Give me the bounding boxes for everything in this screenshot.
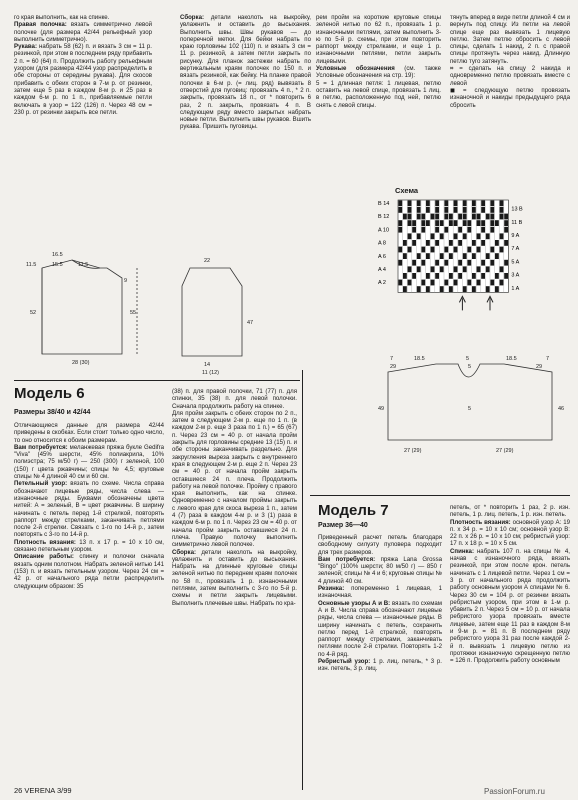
schema-right-label: 11 B	[511, 219, 523, 226]
pattern-diagram-model5	[12, 244, 297, 380]
schema-cell	[431, 214, 435, 220]
schema-cell	[481, 200, 485, 206]
schema-cell	[500, 214, 504, 220]
schema-cell	[472, 286, 476, 292]
p2-t4: 7	[546, 356, 550, 362]
schema-cell	[398, 260, 402, 266]
p2-m0: 29	[390, 364, 397, 370]
schema-cell	[417, 200, 421, 206]
paragraph-text: Для пройм закрыть с обеих сторон по 2 п., затем в следующем 2-м р. еще по 1 п. (в каждом 2-м р. еще 3 раза по 1 п.) = 65 (67) п. Через 23 см = 40 р. от начала пройм закрыть для горловины средние 13 (15) п. и обе стороны заканчивать раздельно. Для закругления выреза закрыть с внутреннего края в следующем 2-м р. еще 2 п. Через 23 см = 40 р. от начала пройм закрыть оставшиеся 24 п. плеча. Продолжить работу на левой полочке. Пройму с правого края выполнить, как на спинке. Одновременно с началом проймы закрыть с левого края для скоса выреза 1 п., затем 4 (7) раза в каждом 4-м р. и 3 (1) раза в каждом 6-м р. по 1 п. Через 23 см = 40 р. от начала пройм закрыть оставшиеся 24 п. плеча. Правую полочку выполнить симметрично левой полочке.	[172, 409, 297, 549]
schema-cell	[444, 227, 448, 233]
p1-side: 55	[130, 310, 137, 316]
schema-cell	[463, 233, 467, 239]
paragraph	[450, 548, 570, 665]
schema-cell	[426, 240, 430, 246]
schema-cell	[467, 260, 471, 266]
paragraph	[14, 43, 152, 116]
schema-cell	[435, 200, 439, 206]
paragraph-text: основной узор А: 19 п. x 34 р. = 10 x 10 см; основной узор В: 22 п. x 26 р. = 10 x 10 см; ребристый узор: 17 п. x 18 р. = 10 x 5 см.	[450, 518, 570, 548]
p2-t2: 5	[466, 356, 470, 362]
paragraph-heading: Сборка:	[180, 14, 204, 21]
paragraph	[14, 553, 164, 589]
col1-top-text	[14, 14, 152, 234]
schema-cell	[481, 220, 485, 226]
schema-cell	[398, 200, 402, 206]
p1-sleeve-bottom: 14	[204, 362, 211, 368]
schema-cell	[481, 260, 485, 266]
schema-cell	[495, 286, 499, 292]
schema-cell	[463, 200, 467, 206]
schema-cell	[463, 214, 467, 220]
schema-cell	[454, 200, 458, 206]
schema-cell	[472, 207, 476, 213]
schema-cell	[426, 253, 430, 259]
paragraph	[172, 549, 297, 607]
schema-cell	[486, 233, 490, 239]
paragraph	[318, 556, 442, 585]
schema-cell	[403, 240, 407, 246]
paragraph	[450, 519, 570, 548]
paragraph	[316, 65, 441, 80]
p2-center: 5	[468, 406, 472, 412]
schema-cell	[403, 253, 407, 259]
schema-cell	[486, 266, 490, 272]
paragraph-heading: Плотность вязания:	[450, 518, 511, 526]
schema-left-label: A 8	[378, 240, 386, 247]
schema-right-label: 7 A	[511, 246, 520, 253]
model6-title: Модель 6	[14, 385, 85, 402]
model7-col1	[318, 534, 442, 784]
schema-cell	[490, 200, 494, 206]
schema-repeat-arrow	[459, 296, 465, 310]
col3-top-text	[316, 14, 441, 184]
schema-cell	[449, 286, 453, 292]
schema-cell	[431, 266, 435, 272]
paragraph	[318, 600, 442, 658]
paragraph-heading: Спинка:	[450, 547, 474, 555]
schema-cell	[421, 260, 425, 266]
paragraph-text: вязать симметрично левой полочке (для размера 42/44 рельефный узор выполнить симметрично).	[14, 21, 152, 43]
schema-cell	[440, 286, 444, 292]
schema-left-label: B 14	[378, 201, 390, 207]
schema-cell	[408, 220, 412, 226]
schema-cell	[398, 207, 402, 213]
paragraph	[180, 14, 311, 131]
schema-cell	[435, 220, 439, 226]
paragraph-text: набрать 107 п. на спицы № 4, начав с изнаночного ряда, вязать резинкой, при этом после крон. петель начинать с 1 лицевой петли. Через 1 см = 3 р. от начального ряда продолжить работу основным узором А спицами № 6. Через 30 см = 104 р. от резинки вязать ребристым узором, при этом в 1-м р. убавить 2 п. Через 5 см = 10 р. от начала ребристого узора провязать вместе лицевые, затем еще 11 раз в каждом 8-м и 9-м р. = 81 п. В последнем ряду ребристого узора 31 раз после каждой 2-й п. вывязать 1 лицевую петлю из протяжки изнаночную скрещенную петлю = 126 п. Продолжить работу основным	[450, 547, 570, 665]
paragraph-heading: Резинка:	[318, 585, 345, 593]
page-footer: 26 VERENA 3/99	[14, 786, 72, 795]
schema-cell	[481, 207, 485, 213]
schema-left-label: A 4	[378, 267, 386, 273]
schema-cell	[417, 214, 421, 220]
p2-m2: 29	[536, 364, 543, 370]
p1-top: 16.5	[52, 252, 63, 258]
schema-cell	[408, 214, 412, 220]
p1-sleeve-w: 11 (12)	[202, 370, 220, 376]
schema-cell	[504, 227, 508, 233]
model7-title: Модель 7	[318, 502, 389, 519]
schema-cell	[458, 214, 462, 220]
paragraph	[450, 87, 570, 109]
schema-left-label: A 2	[378, 280, 386, 287]
schema-cell	[477, 280, 481, 286]
p1-sleeve-h: 47	[247, 320, 254, 326]
schema-cell	[472, 200, 476, 206]
vertical-divider	[302, 370, 303, 790]
schema-cell	[440, 233, 444, 239]
p2-rh: 46	[558, 406, 565, 412]
schema-right-label: 9 A	[511, 233, 520, 239]
schema-cell	[454, 280, 458, 286]
col4-top-text	[450, 14, 570, 184]
schema-cell	[408, 280, 412, 286]
schema-cell	[481, 240, 485, 246]
schema-cell	[486, 253, 490, 259]
schema-cell	[490, 227, 494, 233]
schema-cell	[435, 227, 439, 233]
p2-b0: 27 (29)	[404, 448, 422, 454]
schema-cell	[412, 220, 416, 226]
schema-cell	[463, 253, 467, 259]
schema-cell	[467, 247, 471, 253]
schema-cell	[426, 207, 430, 213]
schema-cell	[403, 273, 407, 279]
schema-right-label: 13 B	[511, 206, 523, 213]
p1-sleeve-top: 22	[204, 258, 211, 264]
schema-cell	[490, 247, 494, 253]
paragraph	[318, 534, 442, 556]
schema-cell	[417, 233, 421, 239]
schema-cell	[458, 227, 462, 233]
schema-cell	[426, 200, 430, 206]
paragraph-heading: Вам потребуется:	[14, 443, 68, 451]
schema-cell	[444, 207, 448, 213]
schema-cell	[435, 273, 439, 279]
schema-cell	[495, 240, 499, 246]
schema-cell	[490, 260, 494, 266]
p1-armhole: 9	[124, 278, 128, 284]
p2-lh: 49	[378, 406, 385, 412]
schema-cell	[454, 207, 458, 213]
schema-cell	[412, 227, 416, 233]
paragraph	[316, 14, 441, 65]
paragraph-text: 5 = 1 длинная петля: 1 лицевая, петлю оставить на левой спице, провязать 1 лиц. в петлю, расположенную под ней, петлю снять с левой спицы.	[316, 79, 441, 109]
schema-cell	[417, 207, 421, 213]
schema-cell	[458, 260, 462, 266]
paragraph-text: вязать по схеме. Числа справа обозначают лицевые ряды, числа слева — изнаночные ряды. Буквами обозначены цвета нитей: А = зеленый, В = цвет ржавчины. В ширину начинать с петель перед 1-й стрелкой, повторять раппорт между стрелками, заканчивать петлями после 2-й стрелки. Связать с 1-го по 14-й р., затем повторять с 3-го по 14-й р.	[14, 480, 164, 539]
paragraph	[172, 410, 297, 549]
p1-tp0: 11.5	[26, 262, 37, 268]
schema-cell	[454, 247, 458, 253]
schema-cell	[458, 240, 462, 246]
schema-cell	[504, 214, 508, 220]
schema-left-label: B 12	[378, 214, 390, 221]
schema-cell	[426, 286, 430, 292]
p2-m1: 5	[468, 364, 472, 370]
model6-top-rule	[14, 380, 300, 381]
paragraph	[14, 422, 164, 444]
paragraph-heading: Вам потребуется:	[318, 555, 376, 563]
model7-sizes: Размер 36—40	[318, 522, 368, 529]
paragraph-heading: Ребристый узор:	[318, 658, 371, 666]
paragraph-heading: Описание работы:	[14, 553, 74, 561]
p1-bottom: 28 (30)	[72, 360, 90, 366]
paragraph-text: меланжевая пряжа букле Gedifra "Viva" (45% шерсти, 45% полиакрила, 10% полиэстра; 75 м/50 г) — 250 (300) г зеленой, 100 (150) г цвета ржавчины; спицы № 4,5; круговые спицы № 4 длиной 40 см и 60 см.	[14, 443, 164, 481]
paragraph-text: тянуть вперед в виде петли длиной 4 см и вернуть под спицу. Из петли на левой спице еще раз вывязать 1 лицевую петлю. Затем петлю обросить с левой спицы, сделать 1 накид, 2 п. с правой спицы протянуть через накид. Длинную петлю туго затянуть.	[450, 14, 570, 65]
knitting-schema-chart	[376, 196, 566, 336]
p2-t0: 7	[390, 356, 394, 362]
schema-cell	[435, 207, 439, 213]
schema-cell	[431, 233, 435, 239]
paragraph-text: (38) п. для правой полочки, 71 (77) п. для спинки, 35 (38) п. для левой полочки. Сначала продолжить работу на спинке.	[172, 388, 297, 410]
paragraph-text: ⌗ = сделать на спицу 2 накида и одновременно петлю провязать вместе с левой	[450, 65, 570, 87]
schema-cell	[398, 247, 402, 253]
schema-cell	[463, 286, 467, 292]
paragraph-heading: Петельный узор:	[14, 480, 68, 488]
schema-cell	[403, 286, 407, 292]
paragraph-text: спинку и полочки сначала вязать одним полотном. Набрать зеленой нитью 141 (153) п. и вязать петельным узором. Через 24 см = 42 р. от начального ряда петли распределить следующим образом: 35	[14, 553, 164, 590]
schema-cell	[472, 240, 476, 246]
paragraph-text: ◼ = следующую петлю провязать изнаночной и накиды предыдущего ряда сбросить	[450, 86, 570, 109]
schema-cell	[477, 247, 481, 253]
paragraph-text: Отличающиеся данные для размера 42/44 приведены в скобках. Если стоит только одно число, то оно относится к обоим размерам.	[14, 422, 164, 444]
schema-cell	[495, 253, 499, 259]
schema-cell	[477, 233, 481, 239]
schema-cell	[449, 220, 453, 226]
paragraph	[318, 585, 442, 600]
schema-cell	[421, 227, 425, 233]
schema-cell	[504, 260, 508, 266]
paragraph-text: 13 п. x 17 р. = 10 x 10 см, связано петельным узором.	[14, 538, 164, 554]
schema-cell	[435, 214, 439, 220]
schema-cell	[408, 233, 412, 239]
schema-cell	[490, 280, 494, 286]
schema-cell	[426, 220, 430, 226]
p1-height: 52	[30, 310, 37, 316]
schema-cell	[435, 260, 439, 266]
schema-cell	[500, 233, 504, 239]
schema-cell	[398, 280, 402, 286]
paragraph	[450, 65, 570, 87]
paragraph-heading: Условные обозначения	[316, 65, 395, 73]
schema-cell	[417, 286, 421, 292]
model7-top-rule	[310, 495, 570, 496]
schema-cell	[408, 207, 412, 213]
schema-cell	[426, 273, 430, 279]
schema-cell	[431, 280, 435, 286]
schema-cell	[500, 266, 504, 272]
schema-cell	[444, 200, 448, 206]
paragraph-heading: Рукава:	[14, 43, 37, 51]
schema-cell	[408, 266, 412, 272]
paragraph	[450, 14, 570, 65]
paragraph	[450, 504, 570, 519]
schema-cell	[412, 240, 416, 246]
paragraph-text: набрать 58 (62) п. и вязать 3 см = 11 р. резинкой, при этом в последнем ряду прибавить 2 п. = 60 (64) п. Продолжить работу рельефным узором (для размера 42/44 узор распределить в обе стороны от середины рукава). Для скосов прибавить с обеих сторон в 7-м р. от резинки, затем еще 5 раз в каждом 8-м р. и 25 раз в каждом 6-м р. по 1 п., прибавляемые петли включать в узор = 122 (126) п. Через 48 см = 230 р. от резинки закрыть все петли.	[14, 43, 152, 116]
schema-cell	[408, 200, 412, 206]
schema-cell	[454, 233, 458, 239]
schema-cell	[444, 280, 448, 286]
schema-cell	[500, 247, 504, 253]
schema-cell	[463, 207, 467, 213]
model7-col2	[450, 504, 570, 784]
schema-cell	[444, 260, 448, 266]
schema-cell	[467, 280, 471, 286]
schema-cell	[472, 253, 476, 259]
schema-cell	[417, 253, 421, 259]
paragraph-heading: Сборка:	[172, 548, 196, 556]
schema-cell	[486, 214, 490, 220]
paragraph-text: пряжа Lana Grossa "Bingo" (100% шерсти; 80 м/50 г) — 850 г зеленой; спицы № 4 и 6; круговые спицы № 4 длиной 40 см.	[318, 555, 442, 585]
schema-cell	[486, 286, 490, 292]
schema-cell	[449, 214, 453, 220]
schema-cell	[398, 220, 402, 226]
schema-cell	[504, 273, 508, 279]
schema-cell	[421, 220, 425, 226]
schema-cell	[500, 207, 504, 213]
p2-t1: 18.5	[414, 356, 425, 362]
schema-left-label: A 10	[378, 227, 390, 234]
schema-cell	[412, 273, 416, 279]
paragraph	[316, 80, 441, 109]
paragraph-text: Приведенный расчет петель благодаря свободному силуэту пуловера подходит для трех размеров.	[318, 534, 442, 556]
schema-cell	[398, 227, 402, 233]
paragraph-heading: Основные узоры А и В:	[318, 599, 391, 607]
watermark: PassionForum.ru	[484, 787, 545, 796]
schema-cell	[490, 220, 494, 226]
schema-cell	[444, 214, 448, 220]
schema-cell	[500, 200, 504, 206]
pattern-diagram-model7	[376, 350, 572, 460]
paragraph	[14, 444, 164, 480]
schema-cell	[440, 253, 444, 259]
paragraph-text: детали наколоть на выкройку, увлажнить и оставить до высыхания. Выполнить швы. Швы рукавов — до поперечной метки. Для бейки набрать по краю горловины 102 (110) п. и вязать 3 см = 11 р. резинкой, а затем петли закрыть по рисунку. Для планок застежки набрать по вертикальным краям полочек по 150 п. и вязать резинкой, как бейку. На планке правой полочки в 6-м р. (= лиц. ряд) вывязать 8 отверстий для пуговиц: провязать 4 п., * 2 п. закрыть, провязать 18 п., от * повторить 6 раз, 2 п. закрыть, провязать 4 п. В следующем ряду вместо закрытых набрать новые петли. Выполнить швы рукавов. Вшить рукава. Пришить пуговицы.	[180, 14, 311, 131]
paragraph-text: (см. также Условные обозначения на стр. 19):	[316, 65, 441, 80]
paragraph	[14, 480, 164, 538]
p1-tp2: 11.5	[78, 262, 89, 268]
schema-cell	[449, 240, 453, 246]
schema-cell	[449, 273, 453, 279]
schema-cell	[477, 220, 481, 226]
schema-cell	[421, 214, 425, 220]
paragraph-text: 1 р. лиц. петель, * 3 р. изн. петель, 3 р. лиц.	[318, 658, 442, 673]
schema-cell	[477, 214, 481, 220]
schema-cell	[467, 220, 471, 226]
schema-cell	[481, 273, 485, 279]
schema-cell	[454, 220, 458, 226]
paragraph-text: рем пройм на короткие круговые спицы зеленой нитью по 62 п., провязать 1 р. изнаночными петлями, затем выполнить 3-ю по 5-й р. схемы, при этом повторить раппорт между стрелками, и еще 1 р. изнаночными петлями, петли закрыть лицевыми.	[316, 14, 441, 65]
schema-cell	[504, 240, 508, 246]
paragraph-text: попеременно 1 лицевая, 1 изнаночная.	[318, 585, 442, 600]
schema-cell	[463, 220, 467, 226]
model6-sizes: Размеры 38/40 и 42/44	[14, 409, 91, 416]
schema-repeat-arrow	[487, 296, 493, 310]
paragraph-text: вязать по схемам А и В. Числа справа обозначают лицевые ряды, числа слева — изнаночные ряды. В ширину начинать с петель, сохранить петлю перед 1-й стрелкой, повторять раппорт между стрелками, заканчивать петлями после 2-й стрелки. Повторять 1-2 по 4-й ряд.	[318, 599, 442, 658]
schema-cell	[408, 247, 412, 253]
p2-b1: 27 (29)	[496, 448, 514, 454]
paragraph	[14, 539, 164, 554]
schema-cell	[500, 280, 504, 286]
model6-col2	[172, 388, 297, 784]
schema-cell	[463, 266, 467, 272]
schema-cell	[481, 227, 485, 233]
schema-cell	[435, 240, 439, 246]
paragraph-text: петель, от * повторить 1 раз, 2 р. изн. петель, 1 р. лиц. петель, 1 р. изн. петель.	[450, 504, 570, 519]
schema-cell	[458, 273, 462, 279]
schema-cell	[504, 220, 508, 226]
schema-cell	[440, 266, 444, 272]
paragraph-heading: Правая полочка:	[14, 21, 67, 29]
schema-cell	[421, 280, 425, 286]
schema-right-label: 5 A	[511, 259, 520, 266]
schema-cell	[449, 253, 453, 259]
schema-right-label: 1 A	[511, 285, 520, 292]
schema-cell	[440, 220, 444, 226]
schema-cell	[431, 247, 435, 253]
paragraph	[14, 14, 152, 21]
model6-col1	[14, 422, 164, 774]
schema-cell	[454, 266, 458, 272]
paragraph-text: детали наколоть на выкройку, увлажнить и оставить до высыхания. Набрать на длинные круговые спицы зеленой нитью по переднем краям полочек по 58 п., провязать 1 р. изнаночными петлями, затем выполнить с 3-го по 5-й р. схемы и петли закрыть лицевыми. Выполнить плечевые швы. Набрать по кра-	[172, 548, 297, 607]
paragraph	[172, 388, 297, 410]
p1-tp1: 15.5	[52, 262, 63, 268]
schema-cell	[495, 273, 499, 279]
schema-cell	[417, 266, 421, 272]
schema-cell	[490, 207, 494, 213]
paragraph-heading: Плотность вязания:	[14, 538, 76, 546]
schema-cell	[421, 247, 425, 253]
schema-title: Схема	[395, 186, 419, 195]
schema-right-label: 3 A	[511, 272, 520, 279]
paragraph	[14, 21, 152, 43]
schema-cell	[444, 247, 448, 253]
paragraph	[318, 658, 442, 673]
schema-cell	[412, 260, 416, 266]
col2-top-text	[180, 14, 311, 229]
schema-cell	[472, 214, 476, 220]
p2-t3: 18.5	[506, 356, 517, 362]
schema-cell	[477, 266, 481, 272]
schema-left-label: A 6	[378, 253, 386, 260]
schema-cell	[467, 227, 471, 233]
paragraph-text: го края выполнить, как на спинке.	[14, 14, 110, 21]
schema-cell	[472, 273, 476, 279]
schema-cell	[495, 220, 499, 226]
schema-cell	[490, 214, 494, 220]
schema-cell	[403, 214, 407, 220]
